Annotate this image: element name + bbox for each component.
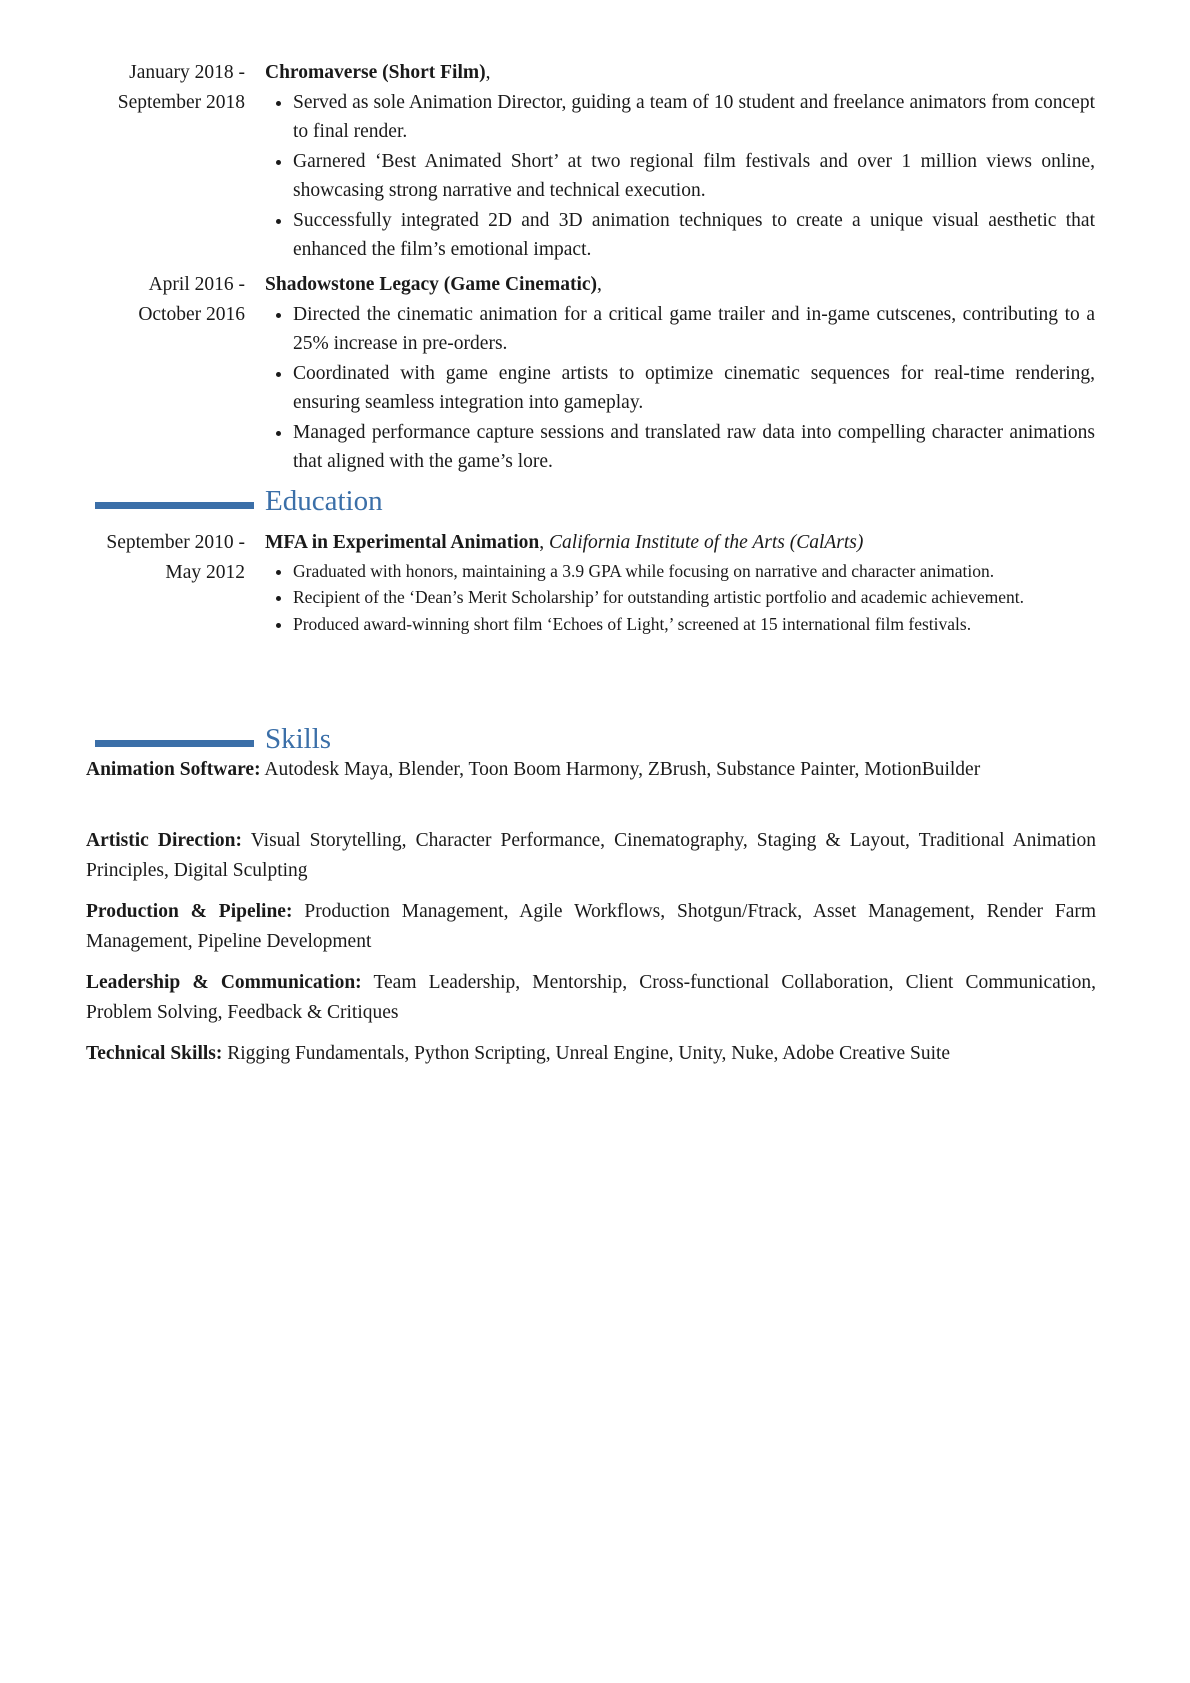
section-title: Skills (265, 723, 332, 755)
skill-value: Autodesk Maya, Blender, Toon Boom Harmony, ZBrush, Substance Painter, MotionBuilder (264, 759, 981, 780)
entry-bullet: • Directed the cinematic animation for a critical game trailer and in-game cutscenes, contributing to a 25% increase in pre-orders. (293, 300, 1095, 359)
entry-date: April 2016 - October 2016 (138, 274, 245, 325)
skill-row (86, 897, 1096, 956)
school: California Institute of the Arts (CalArts) (549, 532, 864, 553)
entry-bullet: • Served as sole Animation Director, guiding a team of 10 student and freelance animators from concept to final render. (293, 88, 1095, 147)
education-section-header (0, 485, 1190, 525)
entry-bullet: • Successfully integrated 2D and 3D animation techniques to create a unique visual aesthetic that enhanced the film’s emotional impact. (293, 206, 1095, 265)
entry-bullet: • Graduated with honors, maintaining a 3.9 GPA while focusing on narrative and character animation. (293, 558, 1095, 585)
skill-value: Team Leadership, Mentorship, Cross-functional Collaboration, Client Communication, Problem Solving, Feedback & Critiques (86, 972, 1096, 1023)
entry-date: September 2010 - May 2012 (106, 532, 245, 583)
skill-value: Rigging Fundamentals, Python Scripting, Unreal Engine, Unity, Nuke, Adobe Creative Suite (227, 1043, 951, 1064)
entry-bullet: • Garnered ‘Best Animated Short’ at two regional film festivals and over 1 million views online, showcasing strong narrative and technical execution. (293, 147, 1095, 206)
skill-value: Production Management, Agile Workflows, Shotgun/Ftrack, Asset Management, Render Farm Management, Pipeline Development (86, 901, 1097, 952)
skill-label: Leadership & Communication: (86, 972, 362, 993)
skill-row (86, 826, 1096, 885)
entry-date: January 2018 - September 2018 (117, 62, 245, 113)
skill-label: Artistic Direction: (86, 830, 243, 851)
skill-row (86, 1039, 1096, 1069)
section-divider (95, 740, 254, 747)
entry-bullet: • Coordinated with game engine artists to optimize cinematic sequences for real-time rendering, ensuring seamless integration into gameplay. (293, 359, 1095, 418)
entry-title: Shadowstone Legacy (Game Cinematic) (265, 274, 598, 295)
resume-page: January 2018 - September 2018 Chromaverse (Short Film), • Served as sole Animation Director, guiding a team of 10 student and freelance animators from concept to final render. • Garnered ‘Best Animated Short’ at two regional film festivals and over 1 million views online, showcasing strong narrative and technical execution. • Successfully integrated 2D and 3D animation techniques to create a unique visual aesthetic that enhanced the film’s emotional impact. April 2016 - October 2016 Shadowstone Legacy (Game Cinematic), • Directed the cinematic animation for a critical game trailer and in-game cutscenes, contributing to a 25% increase in pre-orders. • Coordinated with game engine artists to optimize cinematic sequences for real-time rendering, ensuring seamless integration into gameplay. • Managed performance capture sessions and translated raw data into compelling character animations that aligned with the game’s lore. Education September 2010 - May 2012 MFA in Experimental Animation, California Institute of the Arts (CalArts) • Graduated with honors, maintaining a 3.9 GPA while focusing on narrative and character animation. • Recipient of the ‘Dean’s Merit Scholarship’ for outstanding artistic portfolio and academic achievement. • Produced award-winning short film ‘Echoes of Light,’ screened at 15 international film festivals. Skills Animation Software: Autodesk Maya, Blender, Toon Boom Harmony, ZBrush, Substance Painter, MotionBuilder Artistic Direction: Visual Storytelling, Character Performance, Cinematography, Staging & Layout, Traditional Animation Principles, Digital Sculpting Production & Pipeline: Production Management, Agile Workflows, Shotgun/Ftrack, Asset Management, Render Farm Management, Pipeline Development Leadership & Communication: Team Leadership, Mentorship, Cross-functional Collaboration, Client Communication, Problem Solving, Feedback & Critiques Technical Skills: Rigging Fundamentals, Python Scripting, Unreal Engine, Unity, Nuke, Adobe Creative Suite (0, 0, 1190, 1683)
skill-label: Production & Pipeline: (86, 901, 293, 922)
section-title: Education (265, 485, 383, 517)
skill-label: Animation Software: (86, 759, 261, 780)
degree: MFA in Experimental Animation (265, 532, 540, 553)
skill-value: Visual Storytelling, Character Performance, Cinematography, Staging & Layout, Traditional Animation Principles, Digital Sculpting (86, 830, 1096, 881)
entry-bullet: • Recipient of the ‘Dean’s Merit Scholarship’ for outstanding artistic portfolio and academic achievement. (293, 584, 1095, 611)
entry-title: Chromaverse (Short Film) (265, 62, 486, 83)
skill-label: Technical Skills: (86, 1043, 223, 1064)
skill-row (86, 755, 1096, 785)
entry-bullet: • Produced award-winning short film ‘Echoes of Light,’ screened at 15 international film festivals. (293, 611, 1095, 638)
section-divider (95, 502, 254, 509)
entry-bullet: • Managed performance capture sessions and translated raw data into compelling character animations that aligned with the game’s lore. (293, 418, 1095, 477)
skill-row (86, 968, 1096, 1027)
